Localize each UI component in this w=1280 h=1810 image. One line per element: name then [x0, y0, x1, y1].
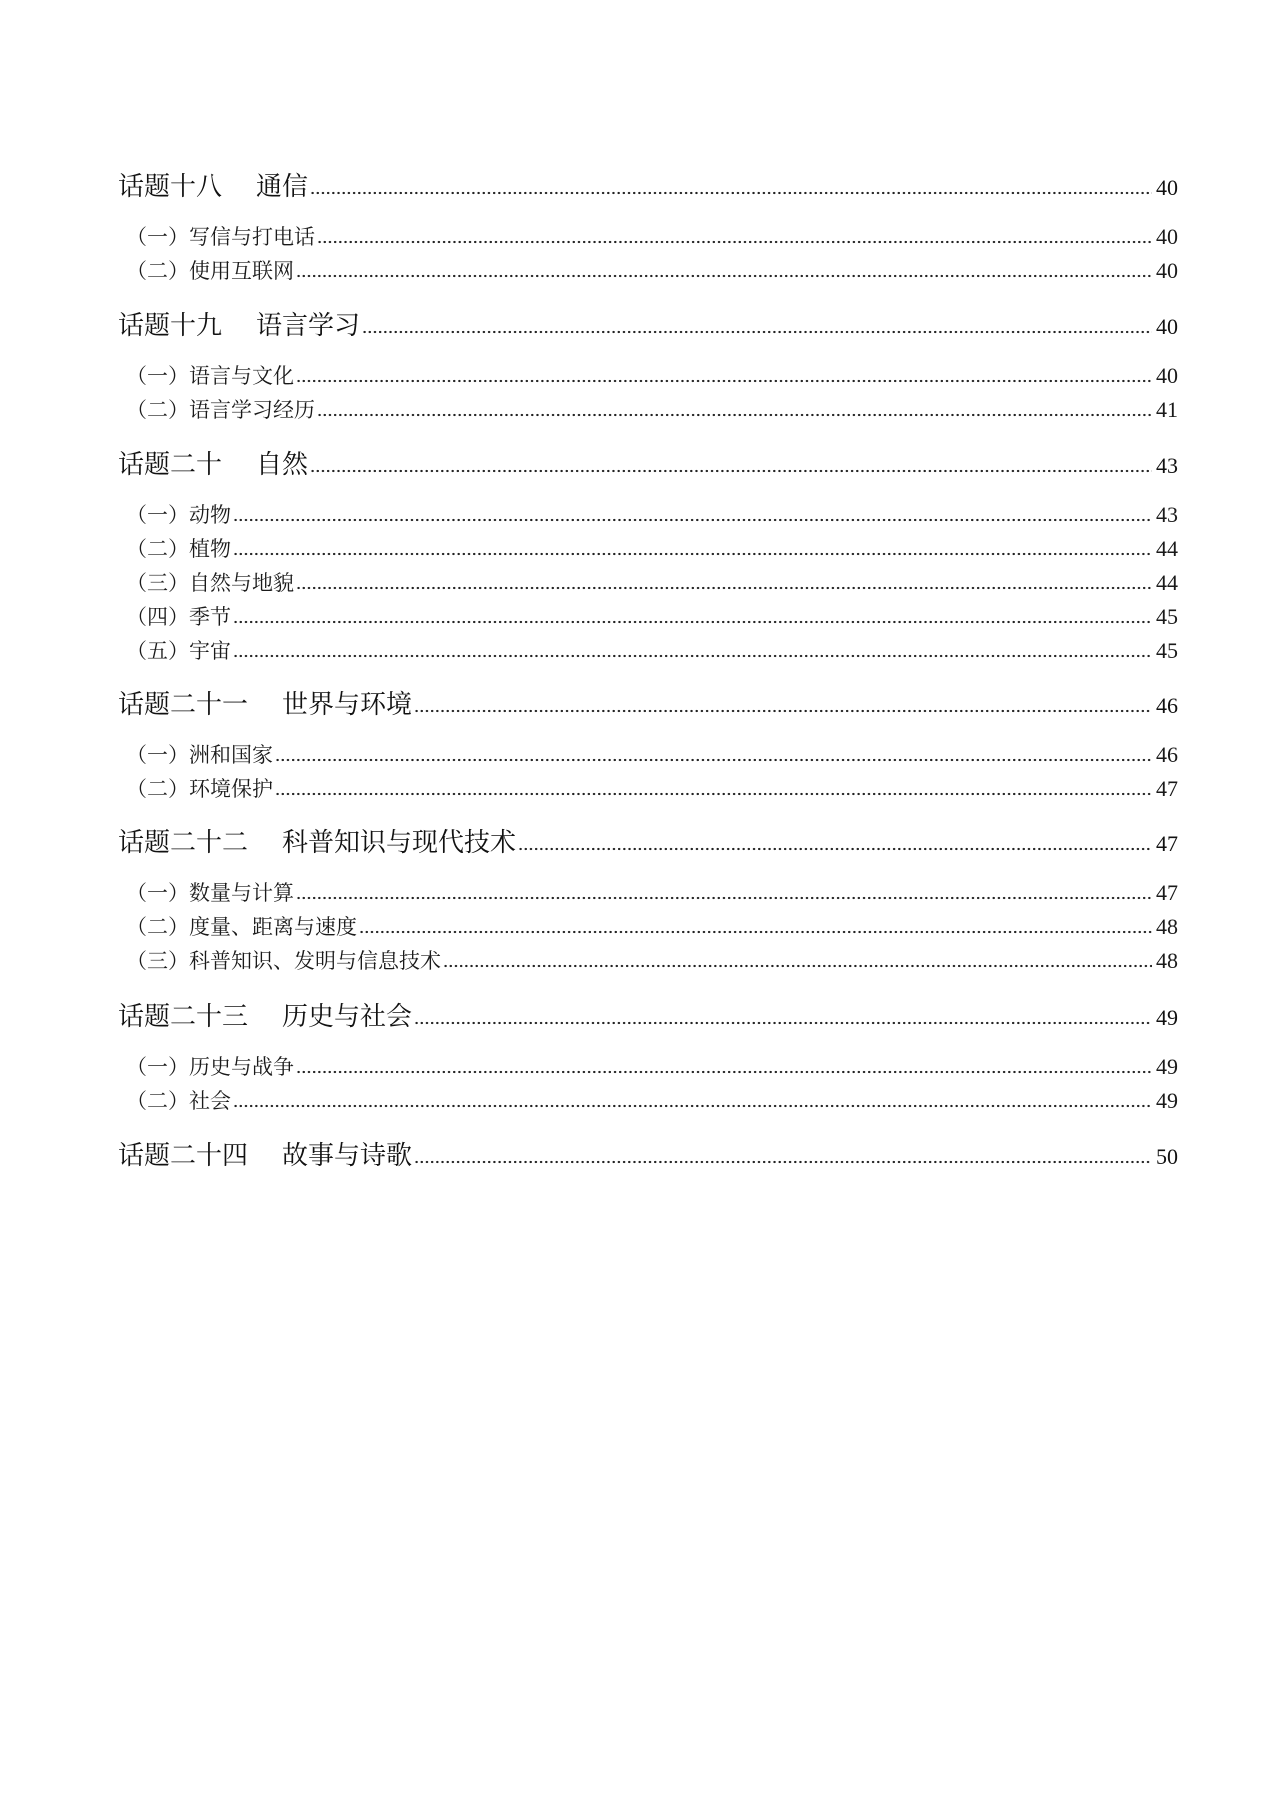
item-index: （二） [126, 537, 189, 561]
toc-item[interactable] [126, 774, 1178, 804]
toc-heading[interactable] [118, 688, 1178, 722]
dot-leader [233, 552, 1152, 556]
dot-leader [317, 413, 1152, 417]
item-index: （二） [126, 915, 189, 939]
item-title: 度量、距离与速度 [189, 915, 357, 939]
toc-heading[interactable] [118, 170, 1178, 204]
page-number: 48 [1156, 914, 1178, 939]
dot-leader [414, 709, 1152, 713]
item-title: 植物 [189, 537, 231, 561]
toc-item[interactable] [126, 256, 1178, 286]
page-number: 40 [1156, 363, 1178, 388]
toc-item[interactable] [126, 636, 1178, 666]
page-number: 40 [1156, 314, 1178, 339]
dot-leader [233, 654, 1152, 658]
toc-item[interactable] [126, 361, 1178, 391]
page-number: 49 [1156, 1005, 1178, 1030]
dot-leader [310, 469, 1152, 473]
item-title: 数量与计算 [189, 881, 294, 905]
topic-title: 科普知识与现代技术 [282, 828, 517, 858]
item-title: 环境保护 [189, 777, 273, 801]
toc-heading[interactable] [118, 826, 1178, 860]
item-index: （二） [126, 259, 189, 283]
toc-item[interactable] [126, 395, 1178, 425]
topic-title: 历史与社会 [282, 1002, 413, 1032]
page-number: 50 [1156, 1144, 1178, 1169]
toc-item[interactable] [126, 568, 1178, 598]
topic-number: 话题二十二 [118, 828, 249, 858]
page-number: 40 [1156, 258, 1178, 283]
page-number: 46 [1156, 693, 1178, 718]
topic-number: 话题二十 [118, 450, 223, 480]
dot-leader [233, 1104, 1152, 1108]
dot-leader [296, 274, 1152, 278]
item-title: 社会 [189, 1089, 231, 1113]
toc-item[interactable] [126, 740, 1178, 770]
page-number: 48 [1156, 948, 1178, 973]
item-title: 语言与文化 [189, 364, 294, 388]
dot-leader [233, 620, 1152, 624]
item-title: 写信与打电话 [189, 225, 315, 249]
dot-leader [362, 330, 1152, 334]
page-number: 43 [1156, 502, 1178, 527]
dot-leader [359, 930, 1152, 934]
item-title: 历史与战争 [189, 1055, 294, 1079]
toc-item[interactable] [126, 602, 1178, 632]
dot-leader [275, 758, 1152, 762]
item-title: 自然与地貌 [189, 571, 294, 595]
dot-leader [296, 896, 1152, 900]
item-index: （二） [126, 1089, 189, 1113]
page-number: 47 [1156, 880, 1178, 905]
item-title: 宇宙 [189, 639, 231, 663]
item-index: （二） [126, 777, 189, 801]
item-title: 洲和国家 [189, 743, 273, 767]
item-index: （五） [126, 639, 189, 663]
page-number: 49 [1156, 1088, 1178, 1113]
toc-heading[interactable] [118, 1000, 1178, 1034]
topic-number: 话题二十三 [118, 1002, 249, 1032]
item-index: （三） [126, 571, 189, 595]
toc-item[interactable] [126, 1052, 1178, 1082]
item-index: （一） [126, 503, 189, 527]
page-number: 49 [1156, 1054, 1178, 1079]
item-title: 使用互联网 [189, 259, 294, 283]
page-number: 45 [1156, 638, 1178, 663]
item-index: （三） [126, 949, 189, 973]
page-number: 41 [1156, 397, 1178, 422]
topic-number: 话题二十一 [118, 690, 249, 720]
page-number: 40 [1156, 224, 1178, 249]
item-index: （四） [126, 605, 189, 629]
topic-number: 话题十八 [118, 172, 223, 202]
toc-item[interactable] [126, 1086, 1178, 1116]
item-index: （一） [126, 881, 189, 905]
dot-leader [317, 240, 1152, 244]
topic-title: 语言学习 [256, 311, 361, 341]
item-index: （一） [126, 1055, 189, 1079]
dot-leader [310, 191, 1152, 195]
item-title: 科普知识、发明与信息技术 [189, 949, 441, 973]
toc-item[interactable] [126, 912, 1178, 942]
dot-leader [443, 964, 1152, 968]
item-index: （二） [126, 398, 189, 422]
topic-title: 通信 [256, 172, 309, 202]
page-number: 46 [1156, 742, 1178, 767]
toc-item[interactable] [126, 500, 1178, 530]
page-number: 44 [1156, 536, 1178, 561]
dot-leader [414, 1021, 1152, 1025]
dot-leader [275, 792, 1152, 796]
item-title: 动物 [189, 503, 231, 527]
page-number: 40 [1156, 175, 1178, 200]
page-number: 44 [1156, 570, 1178, 595]
page-number: 45 [1156, 604, 1178, 629]
toc-item[interactable] [126, 946, 1178, 976]
item-index: （一） [126, 743, 189, 767]
dot-leader [296, 1070, 1152, 1074]
topic-title: 世界与环境 [282, 690, 413, 720]
topic-title: 自然 [256, 450, 309, 480]
topic-number: 话题十九 [118, 311, 223, 341]
item-index: （一） [126, 364, 189, 388]
dot-leader [296, 379, 1152, 383]
toc-heading[interactable] [118, 1139, 1178, 1173]
item-title: 语言学习经历 [189, 398, 315, 422]
toc-item[interactable] [126, 534, 1178, 564]
page-number: 47 [1156, 776, 1178, 801]
toc-heading[interactable] [118, 309, 1178, 343]
dot-leader [233, 518, 1152, 522]
item-index: （一） [126, 225, 189, 249]
page-number: 43 [1156, 453, 1178, 478]
page-number: 47 [1156, 831, 1178, 856]
item-title: 季节 [189, 605, 231, 629]
toc-item[interactable] [126, 878, 1178, 908]
topic-number: 话题二十四 [118, 1141, 249, 1171]
toc-heading[interactable] [118, 448, 1178, 482]
toc-item[interactable] [126, 222, 1178, 252]
dot-leader [414, 1160, 1152, 1164]
dot-leader [518, 847, 1152, 851]
topic-title: 故事与诗歌 [282, 1141, 413, 1171]
dot-leader [296, 586, 1152, 590]
